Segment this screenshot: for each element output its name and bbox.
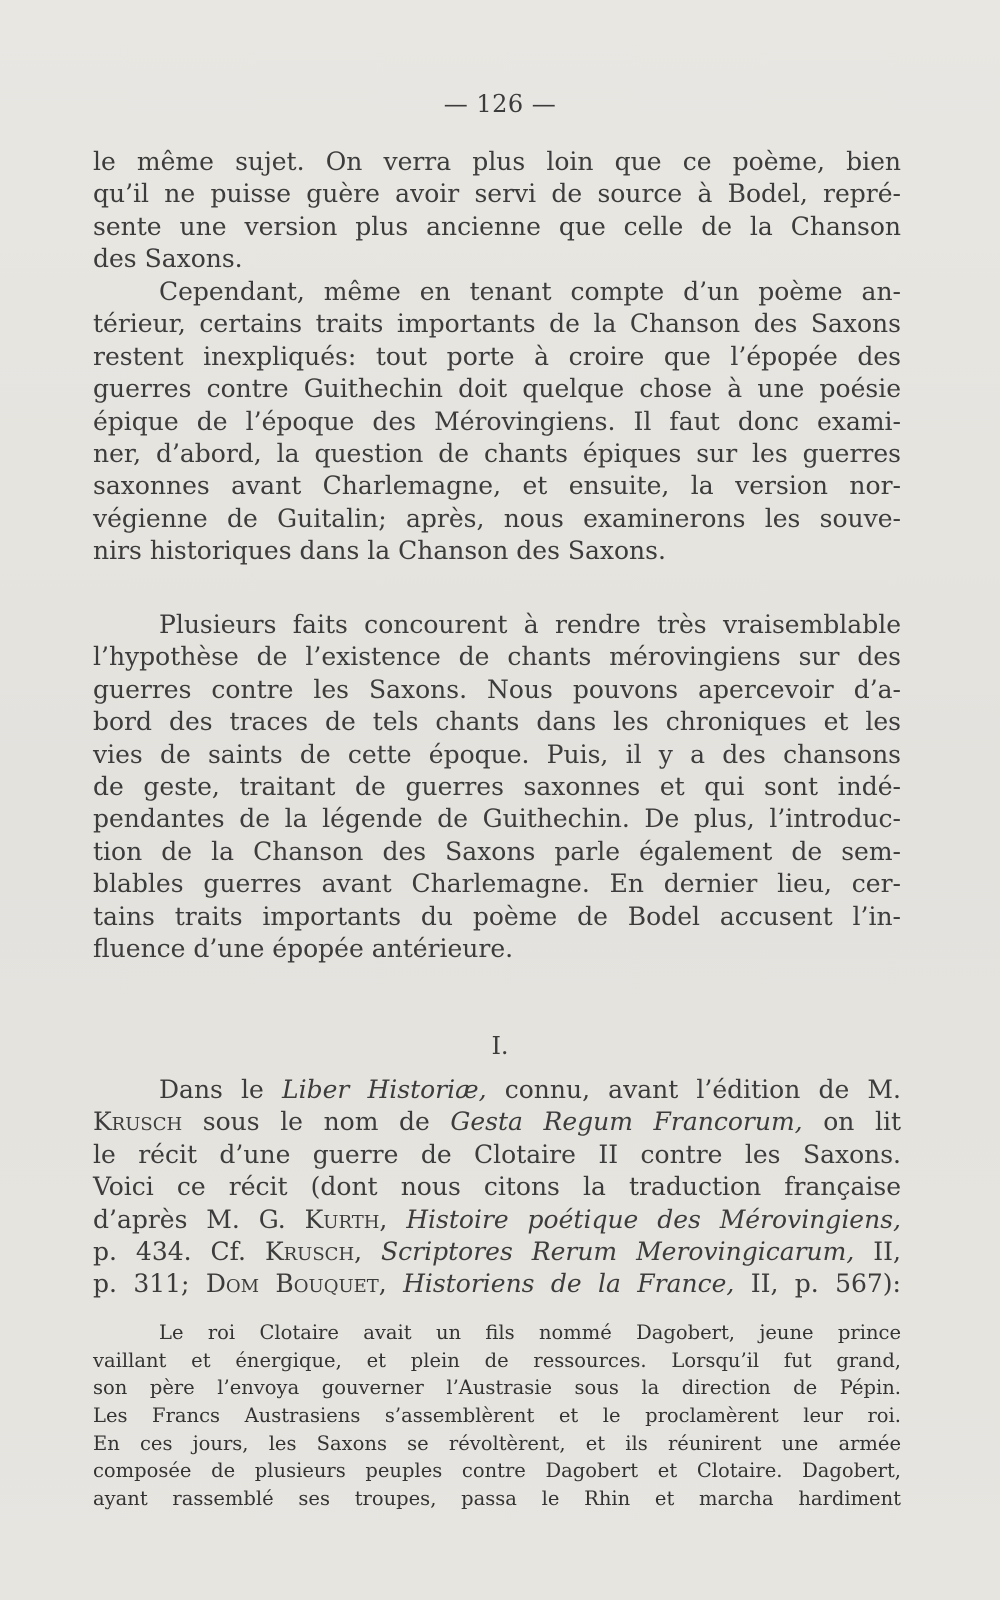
text-run: , [378,1269,404,1299]
text-line: des Saxons. [93,244,243,274]
text-line: le même sujet. On verra plus loin que ce poème, bien [93,147,901,176]
text-line: Voici ce récit (dont nous citons la traduction française [93,1172,901,1202]
quote-line: En ces jours, les Saxons se révoltèrent, et ils réunirent une armée [93,1431,901,1455]
paragraph-3 [93,609,901,965]
text-line: tains traits importants du poème de Bodel accusent l’in- [93,901,901,931]
work-title: Histoire poétique des Mérovingiens, [406,1204,901,1234]
text-run: , [379,1204,407,1234]
quote-line: son père l’envoya gouverner l’Austrasie sous la direction de Pépin. [93,1376,901,1400]
work-title: Historiens de la France, [403,1269,735,1299]
text-line [93,1106,901,1138]
text-run: Dans le [159,1075,282,1104]
text-line: bord des traces de tels chants dans les chroniques et les [93,707,901,737]
text-line: qu’il ne puisse guère avoir servi de source à Bodel, repré- [93,179,901,209]
text-run: II, [854,1236,901,1266]
text-line: sente une version plus ancienne que celle de la Chanson [93,211,901,241]
text-line: tion de la Chanson des Saxons parle également de sem- [93,836,901,866]
quote-line: vaillant et énergique, et plein de ressources. Lorsqu’il fut grand, [93,1348,901,1372]
text-line: pendantes de la légende de Guithechin. De plus, l’introduc- [93,804,901,834]
text-line [93,1236,901,1268]
text-run: p. 311; [93,1269,206,1299]
work-title: Gesta Regum Francorum, [450,1107,803,1137]
paragraph-2 [93,276,901,568]
author-name: Dom Bouquet [205,1269,379,1299]
paragraph-1 [93,146,901,276]
text-line: guerres contre les Saxons. Nous pouvons apercevoir d’a- [93,674,901,704]
author-name: Krusch [93,1107,183,1137]
paragraph-4 [93,1074,901,1301]
quote-line: composée de plusieurs peuples contre Dagobert et Clotaire. Dagobert, [93,1459,901,1483]
block-quote [93,1319,901,1513]
quote-line: ayant rassemblé ses troupes, passa le Rhin et marcha hardiment [93,1487,901,1511]
text-line [93,1204,901,1236]
page-number: — 126 — [443,90,557,118]
author-name: Krusch [264,1236,355,1266]
text-line: épique de l’époque des Mérovingiens. Il faut donc exami- [93,406,901,436]
text-line: ner, d’abord, la question de chants épiques sur les guerres [93,438,901,468]
work-title: Scriptores Rerum Merovingicarum, [381,1236,855,1266]
text-line: nirs historiques dans la Chanson des Saxons. [93,536,666,566]
text-line: végienne de Guitalin; après, nous examinerons les souve- [93,503,901,533]
text-line: l’hypothèse de l’existence de chants mérovingiens sur des [93,642,901,672]
text-run: II, p. 567): [734,1269,901,1299]
text-line: blables guerres avant Charlemagne. En dernier lieu, cer- [93,869,901,899]
text-line: térieur, certains traits importants de la Chanson des Saxons [93,309,901,339]
work-title: Liber Historiæ, [281,1075,487,1104]
text-run: connu, avant l’édition de M. [486,1075,901,1104]
text-line: de geste, traitant de guerres saxonnes et qui sont indé- [93,771,901,801]
quote-line: Les Francs Austrasiens s’assemblèrent et le proclamèrent leur roi. [93,1404,901,1428]
text-run: on lit [802,1107,901,1137]
text-line: fluence d’une épopée antérieure. [93,933,514,963]
text-line: le récit d’une guerre de Clotaire II contre les Saxons. [93,1139,901,1169]
text-line: Plusieurs faits concourent à rendre très vraisemblable [159,610,901,639]
text-run: p. 434. Cf. [93,1236,265,1266]
section-heading: I. [491,1032,509,1060]
text-run: sous le nom de [182,1107,451,1137]
text-line [93,1268,901,1300]
text-run: , [354,1236,382,1266]
quote-line: Le roi Clotaire avait un fils nommé Dagobert, jeune prince [159,1321,901,1344]
author-name: Kurth [304,1204,380,1234]
text-line: vies de saints de cette époque. Puis, il y a des chansons [93,739,901,769]
text-line: Cependant, même en tenant compte d’un poème an- [159,277,901,306]
text-line: guerres contre Guithechin doit quelque chose à une poésie [93,374,901,404]
text-run: d’après M. G. [93,1204,305,1234]
text-line [93,1074,901,1106]
text-line: restent inexpliqués: tout porte à croire que l’épopée des [93,341,901,371]
text-line: saxonnes avant Charlemagne, et ensuite, la version nor- [93,471,901,501]
